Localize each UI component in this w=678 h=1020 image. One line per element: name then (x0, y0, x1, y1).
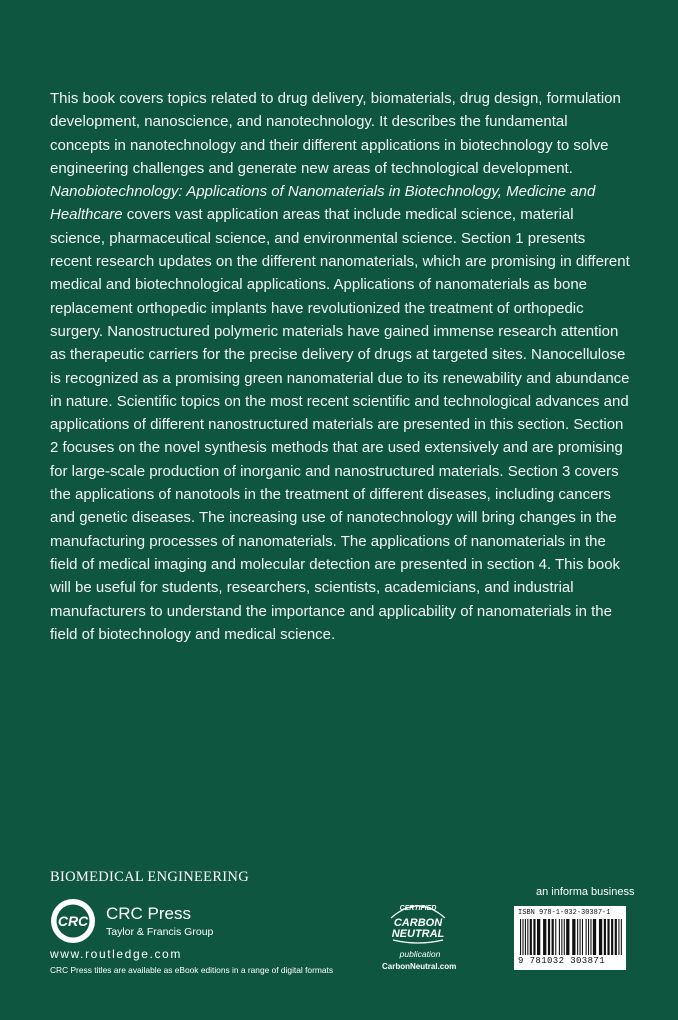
series-label: BIOMEDICAL ENGINEERING (50, 869, 249, 885)
barcode-bar (543, 919, 546, 955)
barcode-bar (525, 919, 526, 955)
barcode-icon (518, 919, 624, 955)
barcode-bar (522, 919, 523, 955)
publisher-name: CRC Press (106, 904, 192, 923)
barcode-bar (586, 919, 587, 955)
carbon-neutral-text: NEUTRAL (391, 928, 445, 940)
isbn-label: ISBN 978-1-032-30387-1 (518, 909, 611, 917)
ebook-note: CRC Press titles are available as eBook editions in a range of digital formats (50, 965, 334, 975)
barcode-bar (621, 919, 622, 955)
publisher-website: www.routledge.com (50, 947, 182, 961)
barcode-bar (590, 919, 591, 955)
barcode-bar (555, 919, 556, 955)
barcode-bar (537, 919, 540, 955)
barcode-bar (582, 919, 583, 955)
carbon-certified-text: CERTIFIED (399, 905, 437, 912)
barcode-bar (533, 919, 535, 955)
informa-tagline: an informa business (536, 886, 635, 898)
barcode-bar (580, 919, 581, 955)
barcode-block (514, 906, 626, 970)
description-text-end: covers vast application areas that include medical science, material science, pharmaceutical science, and environmental science. Section 1 presents recent research updates on the different nanomaterials, which are promising in different medical and biotechnological applications. Applications of nanomaterials as bone replacement orthopedic implants have revolutionized the treatment of orthopedic surgery. Nanostructured polymeric materials have gained immense research attention as therapeutic carriers for the precise delivery of drugs at targeted sites. Nanocellulose is recognized as a promising green nanomaterial due to its renewability and abundance in nature. Scientific topics on the most recent scientific and technological advances and applications of different nanostructured materials are presented in this section. Section 2 focuses on the novel synthesis methods that are used extensively and are promising for large-scale production of inorganic and nanostructured materials. Section 3 covers the applications of nanotools in the treatment of different diseases, including cancers and genetic diseases. The increasing use of nanotechnology will bring changes in the manufacturing processes of nanomaterials. The applications of nanomaterials in the field of medical imaging and molecular detection are presented in section 4. This book will be useful for students, researchers, scientists, academicians, and industrial manufacturers to understand the importance and applicability of nanomaterials in the field of biotechnology and medical science. (50, 206, 630, 643)
barcode-bar (611, 919, 613, 955)
barcode-bar (548, 919, 550, 955)
barcode-bar (588, 919, 589, 955)
book-description (50, 87, 630, 646)
barcode-bar (572, 919, 575, 955)
barcode-bar (566, 919, 569, 955)
carbon-url: CarbonNeutral.com (382, 962, 457, 971)
book-title-italic: Nanobiotechnology: Applications of Nanomaterials in Biotechnology, Medicine and Healthcare (50, 183, 596, 224)
carbon-neutral-logo-icon (385, 898, 451, 944)
carbon-publication-label: publication (399, 949, 441, 959)
carbon-carbon-text: CARBON (393, 917, 443, 929)
barcode-digits: 9 781032 303871 (518, 956, 606, 966)
barcode-bar (530, 919, 532, 955)
barcode-bar (599, 919, 602, 955)
barcode-bar (561, 919, 562, 955)
barcode-bar (615, 919, 617, 955)
barcode-bar (593, 919, 596, 955)
barcode-bar (604, 919, 606, 955)
publisher-group: Taylor & Francis Group (106, 926, 214, 938)
crc-press-logo-icon (50, 898, 96, 944)
barcode-bar (552, 919, 554, 955)
barcode-bar (618, 919, 619, 955)
barcode-bar (564, 919, 565, 955)
barcode-bar (577, 919, 578, 955)
barcode-bar (559, 919, 560, 955)
crc-logo-text: CRC (57, 913, 89, 929)
barcode-bar (520, 919, 521, 955)
description-text-start: This book covers topics related to drug delivery, biomaterials, drug design, formulation development, nanoscience, and nanotechnology. It describes the fundamental concepts in nanotechnology and their different applications in biotechnology to solve engineering challenges and generate new areas of technological development. (50, 90, 621, 177)
barcode-bar (527, 919, 528, 955)
barcode-bar (607, 919, 609, 955)
